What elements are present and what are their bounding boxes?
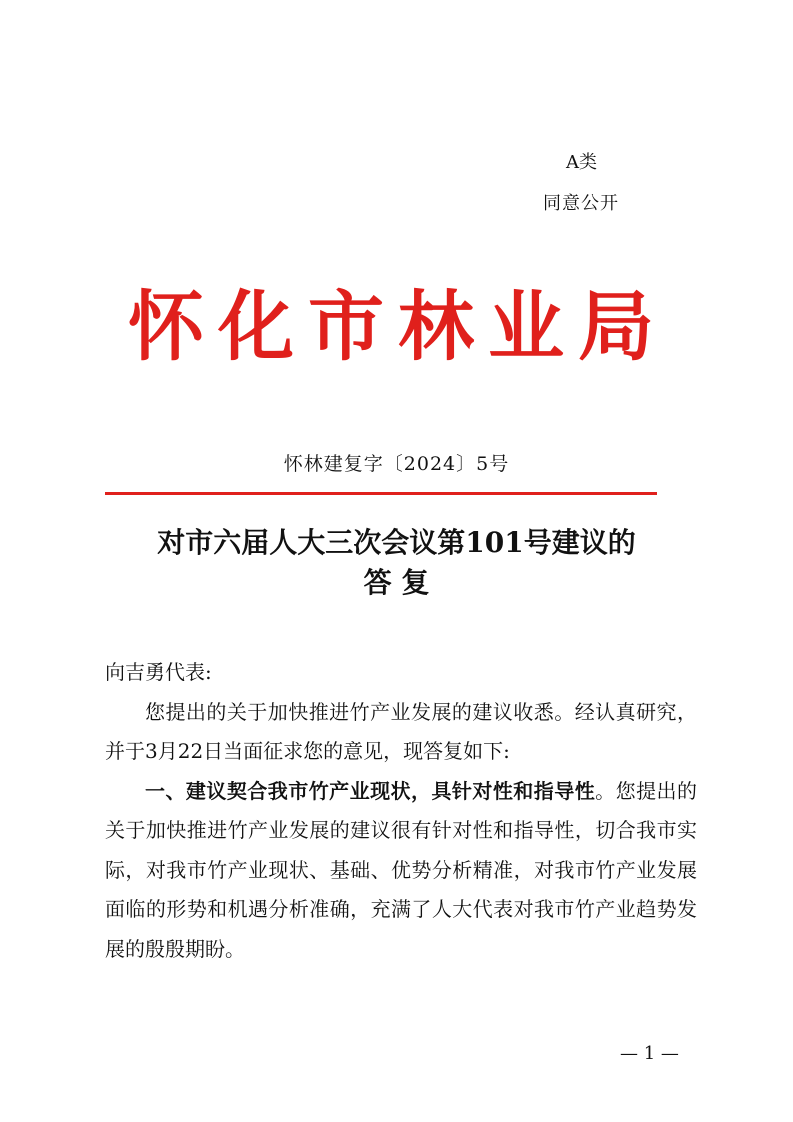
section-one-text: 。您提出的关于加快推进竹产业发展的建议很有针对性和指导性，切合我市实际，对我市竹产业现状、基础、优势分析精准，对我市竹产业发展面临的形势和机遇分析准确，充满了人大代表对我市竹产业趋势发展的殷殷期盼。 <box>105 778 698 961</box>
paragraph-acknowledgement: 您提出的关于加快推进竹产业发展的建议收悉。经认真研究，并于3月22日当面征求您的意见，现答复如下: <box>105 699 697 763</box>
masthead-divider <box>105 492 657 495</box>
document-title-line-2: 答 复 <box>363 566 430 599</box>
page-number: — 1 — <box>620 1043 679 1064</box>
disclosure-label: 同意公开 <box>543 193 619 214</box>
organization-masthead: 怀化市林业局 <box>128 282 668 371</box>
paragraph-section-one <box>105 772 697 970</box>
document-title-line-1: 对市六届人大三次会议第101号建议的 <box>157 526 636 559</box>
document-body <box>105 653 697 969</box>
document-number: 怀林建复字〔2024〕5号 <box>283 453 510 475</box>
salutation: 向吉勇代表: <box>105 660 212 684</box>
classification-label: A类 <box>566 152 597 173</box>
section-one-heading: 一、建议契合我市竹产业现状，具针对性和指导性 <box>145 778 596 803</box>
